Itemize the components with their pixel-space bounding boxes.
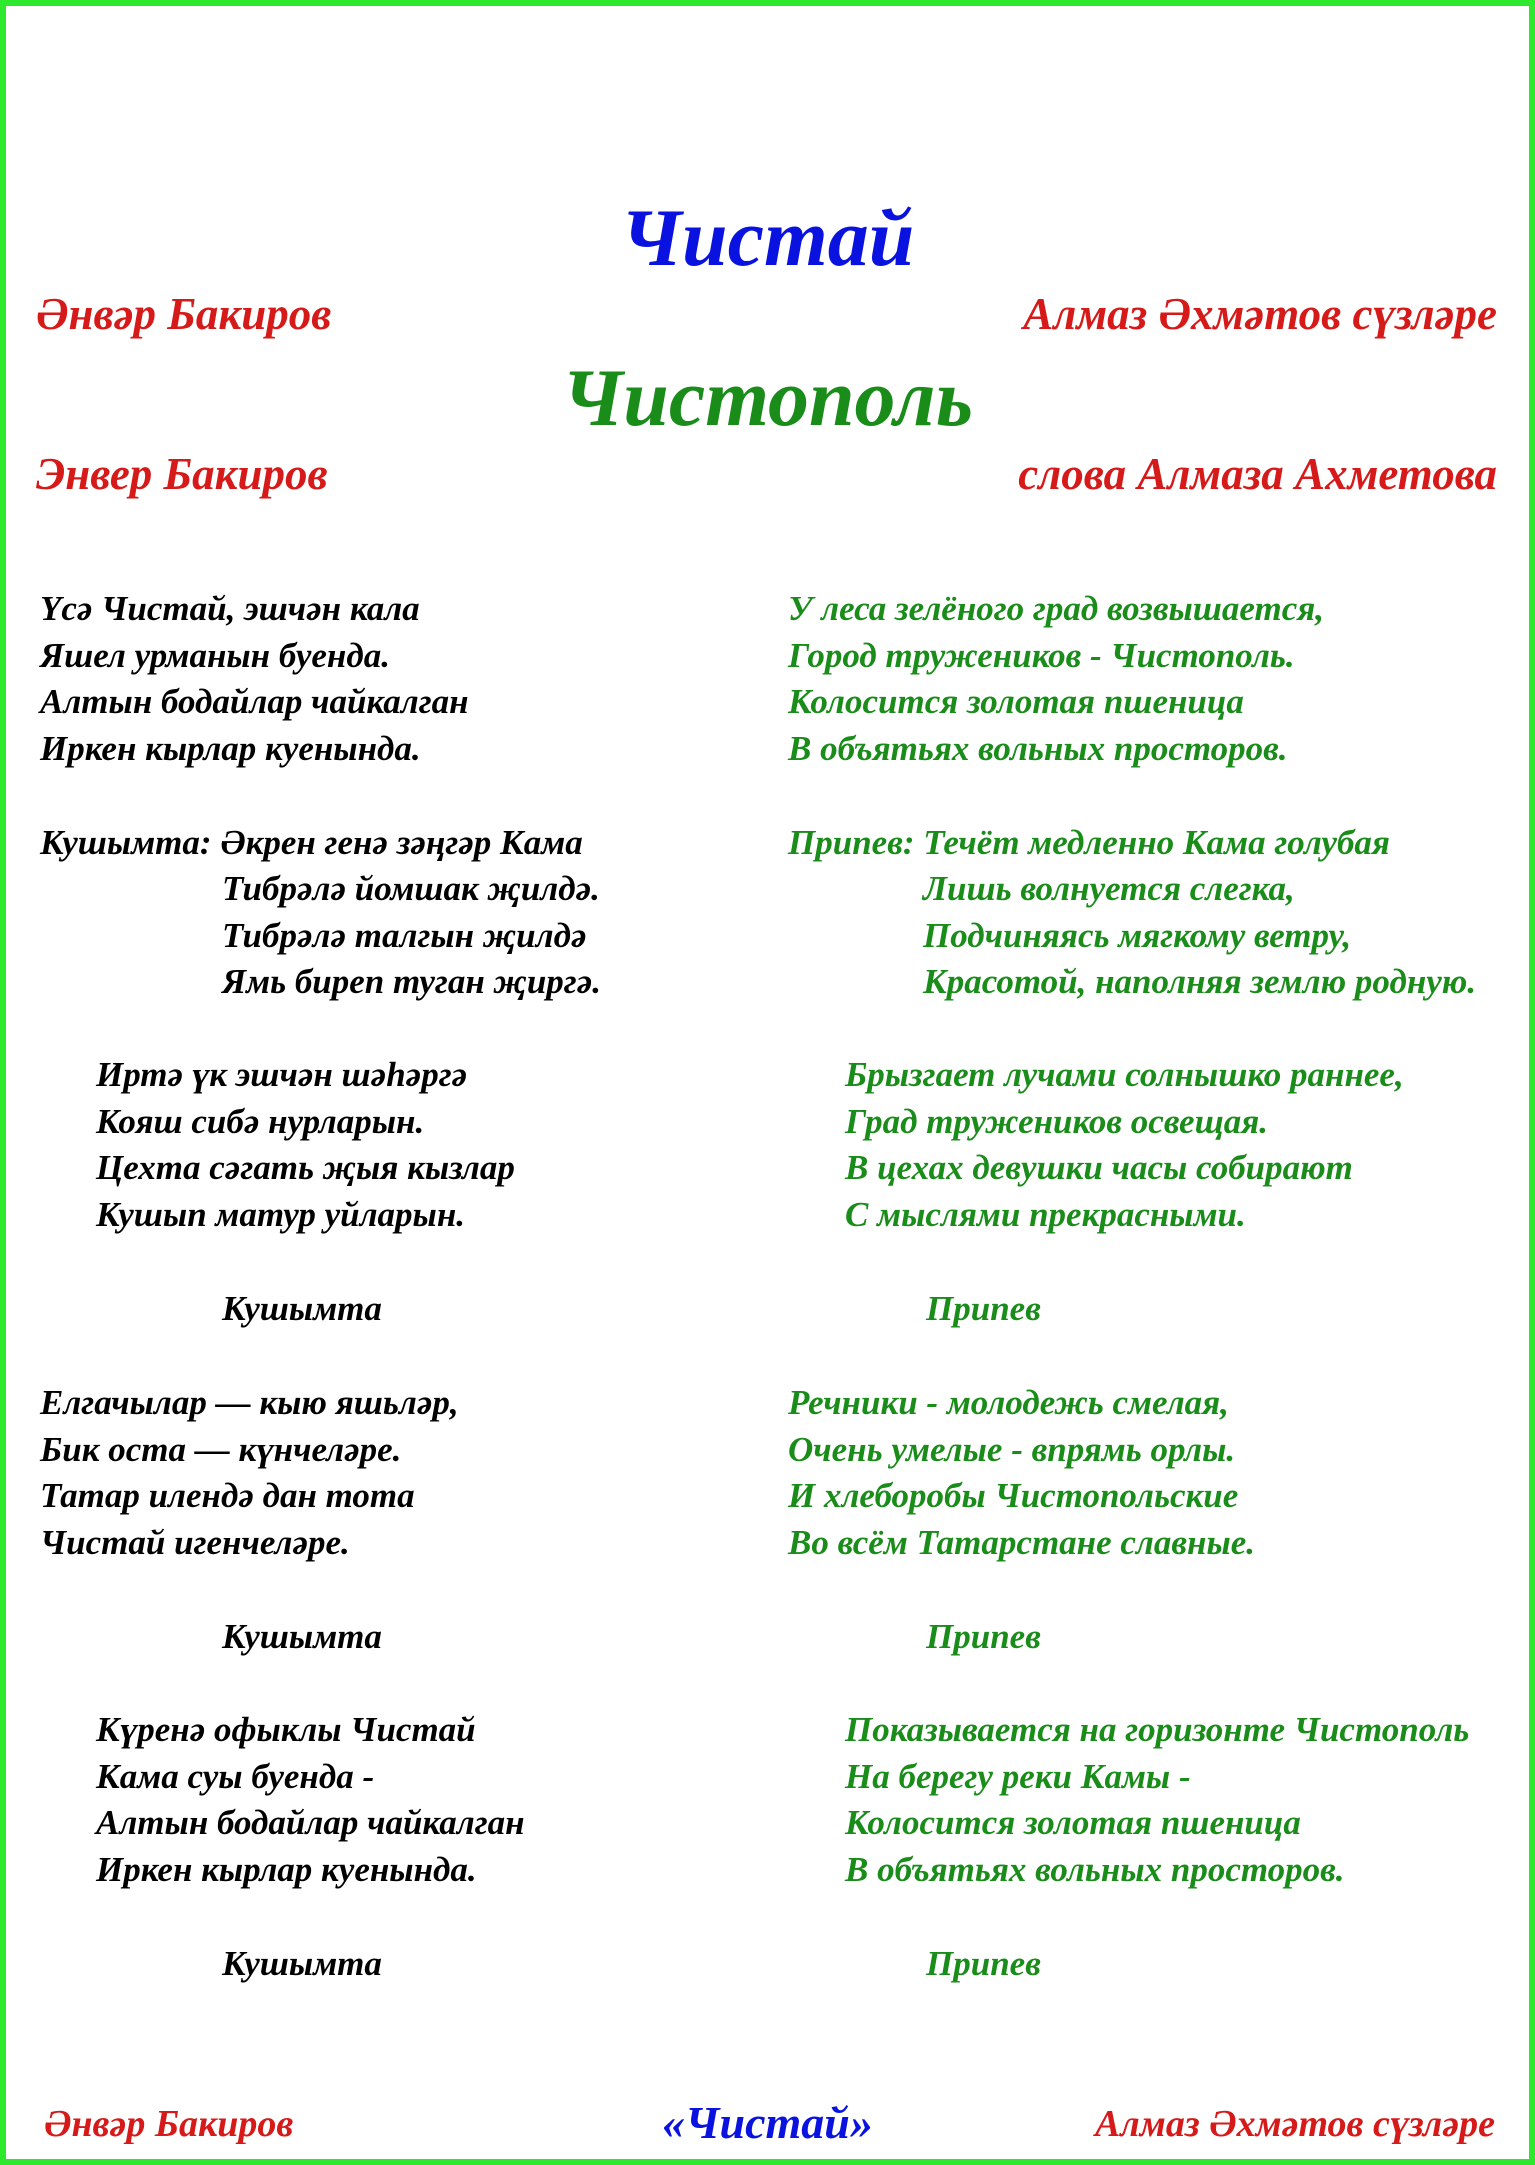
chorus-first-line-russian: Припев: Течёт медленно Кама голубая	[788, 823, 1390, 862]
lyric-line: Алтын бодайлар чайкалган	[40, 682, 469, 721]
lyric-line: Колосится золотая пшеница	[788, 682, 1244, 721]
refrain-1-tatar: Кушымта	[222, 1289, 382, 1328]
lyric-line: Подчиняясь мягкому ветру,	[923, 915, 1352, 955]
lyric-line: Кояш сибә нурларын.	[96, 1101, 425, 1141]
lyric-line: Тибрәлә талгын җилдә	[222, 915, 587, 955]
lyric-line: Татар илендә дан тота	[40, 1476, 415, 1515]
verse-1-tatar	[40, 586, 469, 772]
lyric-line: Үсә Чистай, эшчән кала	[40, 589, 420, 628]
lyric-line: Чистай игенчеләре.	[40, 1522, 350, 1562]
lyric-line: С мыслями прекрасными.	[845, 1194, 1246, 1234]
lyric-line: Иркен кырлар куенында.	[96, 1849, 477, 1889]
lyric-line: Лишь волнуется слегка,	[923, 869, 1295, 908]
lyric-line: Очень умелые - впрямь орлы.	[788, 1429, 1236, 1469]
lyric-line: Ямь биреп туган җиргә.	[222, 962, 602, 1001]
lyric-line: Яшел урманын буенда.	[40, 635, 390, 675]
chorus-first-line-tatar: Кушымта: Әкрен генә зәңгәр Кама	[40, 823, 583, 862]
lyricist-tatar: Алмаз Әхмәтов сүзләре	[1023, 289, 1497, 339]
lyric-line: Город тружеников - Чистополь.	[788, 635, 1295, 675]
lyric-line: Күренә офыклы Чистай	[96, 1710, 476, 1749]
lyric-line: Красотой, наполняя землю родную.	[923, 962, 1477, 1001]
lyric-line: Иртә үк эшчән шәһәргә	[96, 1055, 468, 1094]
lyric-line: Алтын бодайлар чайкалган	[96, 1803, 525, 1842]
lyric-line: Показывается на горизонте Чистополь	[845, 1710, 1470, 1749]
chorus-tatar	[222, 866, 601, 1006]
lyric-line: Брызгает лучами солнышко раннее,	[845, 1055, 1404, 1094]
verse-1-russian	[788, 586, 1324, 772]
lyric-line: В объятьях вольных просторов.	[788, 728, 1288, 768]
title-tatar: Чистай	[620, 192, 915, 283]
composer-tatar: Әнвәр Бакиров	[36, 289, 332, 339]
lyric-line: Град тружеников освещая.	[845, 1101, 1269, 1141]
footer-title: «Чистай»	[662, 2097, 873, 2148]
lyric-line: Елгачылар — кыю яшьләр,	[40, 1383, 459, 1422]
lyric-line: Цехта сәгать җыя кызлар	[96, 1148, 515, 1187]
title-russian: Чистополь	[561, 352, 974, 443]
verse-3-tatar	[40, 1380, 459, 1566]
verse-4-tatar	[96, 1707, 525, 1893]
lyricist-russian: слова Алмаза Ахметова	[1018, 449, 1497, 499]
verse-3-russian	[788, 1380, 1255, 1566]
lyric-line: И хлеборобы Чистопольские	[788, 1476, 1239, 1515]
lyric-line: Бик оста — күнчеләре.	[40, 1429, 402, 1469]
lyric-line: Кама суы буенда -	[96, 1756, 375, 1796]
verse-4-russian	[845, 1707, 1469, 1893]
lyric-line: У леса зелёного град возвышается,	[788, 589, 1325, 628]
verse-2-russian	[845, 1052, 1404, 1238]
refrain-3-tatar: Кушымта	[222, 1944, 382, 1983]
verse-2-tatar	[96, 1052, 515, 1238]
lyric-line: Во всём Татарстане славные.	[788, 1522, 1256, 1562]
lyric-line: Кушып матур уйларын.	[96, 1194, 466, 1234]
refrain-3-russian: Припев	[926, 1944, 1041, 1983]
chorus-russian	[923, 866, 1476, 1006]
footer-lyricist: Алмаз Әхмәтов сүзләре	[1094, 2103, 1495, 2145]
refrain-1-russian: Припев	[926, 1289, 1041, 1328]
refrain-2-tatar: Кушымта	[222, 1617, 382, 1656]
lyric-line: В цехах девушки часы собирают	[845, 1148, 1353, 1187]
lyric-line: Колосится золотая пшеница	[845, 1803, 1301, 1842]
refrain-2-russian: Припев	[926, 1617, 1041, 1656]
composer-russian: Энвер Бакиров	[36, 449, 328, 499]
lyric-line: Тибрәлә йомшак җилдә.	[222, 869, 600, 908]
lyric-line: В объятьях вольных просторов.	[845, 1849, 1345, 1889]
lyric-line: На берегу реки Камы -	[845, 1756, 1191, 1796]
lyric-line: Иркен кырлар куенында.	[40, 728, 421, 768]
footer-composer: Әнвәр Бакиров	[44, 2103, 294, 2145]
lyric-line: Речники - молодежь смелая,	[788, 1383, 1229, 1422]
